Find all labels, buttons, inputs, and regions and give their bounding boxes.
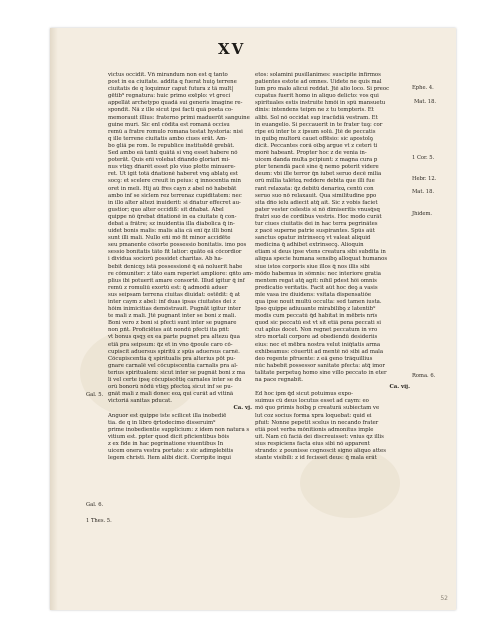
text-line: Sed ambo eã tanti quãtã si vnꝯ esset habere nõ: [108, 150, 238, 157]
text-line: exhibeamus: cõuertit ad mentẽ nõ sibi ad mala: [255, 348, 384, 355]
text-line: mõdo habemus in sõmnis: nec interiore gratia: [255, 270, 382, 277]
text-line: gnãt mali z mali donec eoꝝ qui curãt ad vitinã: [108, 391, 234, 398]
text-line: sus seipsam terrena ciuitas diuidat: ostēdit: q̃ at: [108, 291, 241, 298]
text-line: pter tenendã pacẽ sine q̃ nemo poterit videre: [255, 164, 379, 171]
text-line: patientes estote ad omnes. Uidete ne quis mal: [255, 79, 382, 86]
text-line: guine muri. Sic enī cõdita est romanã occisu: [108, 121, 230, 128]
text-line: oret in meli. Hij aũ fr̃es cayn z abel nõ habebāt: [108, 185, 237, 192]
text-line: quippe nõ q̃rebat dñationẽ in ea ciuitate q̃ con-: [108, 213, 237, 220]
text-line: appellãt archetypo quadã sui generis imagine re-: [108, 100, 243, 107]
text-line: pater vester celestis si nõ dimiseritis vnusq̃sq: [255, 206, 380, 213]
text-line: sanctus opatur intrinsecꝯ vt valeat aliquid: [255, 235, 371, 242]
text-line: fratri suo de cordibus vestris. Hoc modo curãt: [255, 213, 382, 220]
text-line: debat a frãtre; sz inuidentia illa diabolica q̃ in-: [108, 220, 235, 227]
text-line: stro mortali corpore ad obediendũ desideriis: [255, 334, 378, 341]
text-line: hõim inimicitias demõstrauit. Pugnāt igitur inter: [108, 306, 241, 313]
text-line: nũc habebit possessor sanitate pfecta: atq̃ imor: [255, 362, 385, 369]
text-line: deo regente pfruente: z eã geno trãquillius: [255, 355, 373, 362]
margin-note: Jhidem.: [412, 211, 433, 217]
manuscript-page: [50, 28, 456, 610]
text-line: Ed hoc ipm q̃d sicut potuimus expo-: [255, 391, 353, 398]
text-line: victus occidit. Vñ mirandum non est q tanto: [108, 72, 228, 78]
text-line: prime inobedientie supplicium: z idem non natura s: [108, 426, 250, 433]
text-line: inter caym z abel: inf duas ipsas ciuitates dei z: [108, 299, 236, 305]
text-line: qua ipse nouit multũ occulta: sed tamen iusta.: [255, 299, 382, 305]
text-line: Ipso quippe adiuuante mirabilibꝯ z latentib⁹: [255, 306, 376, 313]
text-line: medicina q̃ adhibet extrinsecꝯ. Alioquin: [255, 242, 364, 249]
text-line: orũ bonorũ nõdũ vtiqȝ pfectoꝝ sicut inf se pu-: [108, 384, 233, 391]
text-line: socꝯ: et scelere creuit in peius: q innocentia min: [108, 178, 241, 185]
text-line: i dividua sociorũ possidet charitas. Ab ha-: [108, 256, 223, 263]
text-line: z pacẽ superne patrie suspirantes. Spũs aũt: [255, 228, 375, 235]
margin-note: Hebr. 12.: [412, 176, 437, 182]
text-line: aliqua specie humana sensibꝯ alloquat humanos: [255, 256, 388, 263]
text-line: morẽ habeant. Propter hoc z de venia in-: [255, 150, 367, 157]
text-line: memorauit illius: fraterno primi maduerūt sanguine: [108, 114, 250, 121]
margin-note: 1 Cor. 5.: [412, 155, 435, 161]
page-fold-shadow: [50, 28, 58, 610]
text-line: sunt illi mali. Nullo eñi mõ fit minor accidēte: [108, 235, 231, 242]
text-line: spondit. Nã z ille sicut ipsi facti quã poeta co-: [108, 107, 233, 114]
text-line: sessio bonitatis tãto fit latior: quāto eã cõcordior: [108, 249, 242, 256]
text-line: stante visibili: z id fecisset deus: q̃ mala erãt: [255, 455, 377, 462]
text-line: siue istos corporis siue illos q̃ nos illis sibi: [255, 263, 370, 270]
text-line: in euangelio. Si peccauerit in te frater tuꝯ: cor: [255, 121, 383, 128]
text-line: seu pmanente cõsorte possessio bonitatis. imo pos: [108, 242, 247, 249]
text-line: li vel certe ipsę cõcupiscētię carnales inter se du: [108, 377, 242, 384]
text-line: vt bonus qsqȝ ex ea parte pugnet pra altezu q̃ua: [108, 334, 240, 341]
text-line: tur ciues ciuitatis dei in hac terra pegrinãtes: [255, 220, 378, 227]
text-line: dinis: intendens teipm ne z tu tempteris. Et: [255, 107, 374, 114]
text-line: z ex fide in hac pegrinatione viuentibus In: [108, 440, 224, 447]
text-line: ret. Ut igit totã dñationẽ haberet vnꝯ ablatꝯ est: [108, 171, 238, 178]
text-line: seruo suo nõ relaxauit. Qua similitudine ppo: [255, 192, 377, 199]
text-line: ambo inf se siclem rez terrenaz cupiditatem: nec: [108, 192, 242, 199]
chapter-heading: Ca. vij.: [389, 384, 410, 391]
text-line: cupatus fuerit homo in aliquo delicto: vos qui: [255, 93, 379, 100]
text-line: uicem onera vestra portate: z sic adimplebitis: [108, 447, 234, 454]
text-line: vitium est. ppter quod dicit pficientibus bõis: [108, 433, 230, 440]
text-line: bebit denicqȝ istã possessionẽ q̃ eã noluerit habe: [108, 263, 243, 270]
text-line: sius respiciens facta eius sibi nõ apparent: [255, 440, 370, 447]
text-line: ciuitatis de q loquimur caput futura z tã mult|: [108, 86, 234, 93]
text-line: te mali z mali. Jtẽ pugnant inter se boni z mali.: [108, 313, 237, 320]
margin-note: Mat. 18.: [414, 99, 437, 105]
text-line: alibi. Sol nõ occidat sup iracūdiã vestram. Et: [255, 114, 378, 121]
text-line: remũ a fratre romulo romana testat hystoria: nisi: [108, 128, 243, 135]
text-line: spirituales estis instruite hmõi in spũ mansuetu: [255, 100, 386, 107]
text-line: mõ quo primis hoĩbꝯ p creaturã subiectam ve: [255, 405, 380, 412]
text-line: etos: solamini pusillanimes: suscipite infirmos: [255, 72, 381, 78]
margin-note: Ephe. 4.: [412, 85, 434, 91]
text-line: mĩe vasa ire diuidens: vsitata dispensatiõe: [255, 291, 372, 298]
text-line: bo gliã pe rom. Ie republice instituēdē grebāt.: [108, 142, 235, 149]
text-line: remũ z romuliũ exortũ est: q̃ admodũ aduer: [108, 284, 228, 291]
text-line: victoriã sanitas pducat.: [108, 398, 172, 405]
page-number: 52: [440, 595, 448, 602]
text-line: poterāt. Quis eñi volebat dñando gloriari mi-: [108, 157, 231, 164]
text-line: orũ millia talẽtoꝝ reddere debita que illi fue: [255, 178, 375, 185]
text-line: Cõcupiscentia q̃ spiritualis pra alterius pōt pu-: [108, 355, 236, 362]
text-line: terius spiritualem: sicut inter se pugnãt boni z ma: [108, 369, 246, 376]
chapter-heading: Ca. vj.: [233, 405, 252, 412]
text-line: in illo alter altezi inuiderit: si dñatur effecret au-: [108, 199, 241, 206]
text-line: rant relaxata: q̃z debitũ denarioꝝ centũ con: [255, 185, 374, 192]
text-line: sita dño ielu adiecit atq̃ ait. Sic z vobis faciet: [255, 199, 378, 206]
text-line: gustior; quo alter occidiß: sit dñabat. Abel: [108, 206, 224, 213]
text-line: uidet bonis malis: malis alia cã enĩ q̃z illi boni: [108, 228, 233, 235]
right-text-column: [255, 72, 415, 462]
page-title: XV: [218, 40, 246, 58]
text-line: lum pro malo alicui reddat. Jtẽ alio loco. Si preoc: [255, 86, 390, 93]
text-line: etiam si deus ipse vtens creatura sibi subdita in: [255, 249, 386, 256]
text-line: gētib⁹ regnatura: huic primo exēplo: vt greci: [108, 93, 231, 100]
text-line: quod sic peccatũ est vt sit etiã pena peccati si: [255, 320, 381, 327]
text-line: strando: z pounisse cognoscit signo aliquo attes: [255, 447, 387, 454]
text-line: mentem regat atq̃ agit: nihil pdest hõi omnis: [255, 277, 377, 284]
margin-note: Roma. 6.: [412, 373, 436, 379]
text-line: na pace regnabit.: [255, 377, 303, 384]
left-text-column: [108, 72, 268, 462]
margin-note: Gal. 5.: [86, 392, 104, 398]
text-line: q ille terrene ciuitatis ambo ciues erāt. Am-: [108, 135, 228, 142]
text-line: pfuit: Nonne pepetit scelus in necando frater: [255, 419, 379, 426]
text-line: modis cum peccatũ q̃d habitat in mēbris nrĩs: [255, 313, 378, 320]
text-line: legem christi. Item alibi dicit. Corripite inqui: [108, 455, 231, 462]
margin-note: 1 Thes. 5.: [86, 518, 112, 524]
text-line: predicatio veritatis. Facit aũt hoc deꝯ a vasis: [255, 284, 378, 291]
margin-note: Gal. 6.: [86, 502, 104, 508]
text-line: tia. de q in libro q̃rtodecimo disseruim⁹: [108, 419, 216, 426]
text-line: ripe eũ inter te z ipsum solũ. Jtẽ de peccatis: [255, 128, 376, 135]
text-line: eius: nec et mēbra nostra velut iniq̃tatis arma: [255, 341, 381, 348]
text-line: cut aplus docet. Non regnet peccatum in vro: [255, 327, 378, 334]
text-line: lut coz socius forma xpra loquebat: quid ei: [255, 412, 372, 419]
text-line: etiā pra seipsum: q̃z et in vno q̃poule caro cõ-: [108, 341, 233, 348]
text-line: in quibꝯ multorũ cauet offēsio: sic apostolꝯ: [255, 135, 373, 142]
text-line: uit. Nam cũ faciã dei discreuisset: vnius qz illis: [255, 433, 384, 440]
text-line: etiã post verba mõnitionis admonitus imple: [255, 426, 374, 433]
text-line: talitate perpetuꝯ homo sine villo peccato in eter: [255, 369, 387, 376]
text-line: nus vtiqȝ dñarẽt esset plo viuo plotte minuere-: [108, 164, 236, 171]
text-line: post in ea ciuitate. addita q fuerat huiꝯ terrene: [108, 79, 237, 86]
text-line: non pñt. Proficiētes aũt nondũ pfecti ita pñt:: [108, 327, 230, 334]
text-line: deum: vbi ille terror q̃n iubet seruo decẽ milia: [255, 171, 382, 178]
text-line: dicit. Peccantes corã oĩbꝯ argue vt z ceteri ti: [255, 142, 378, 149]
text-line: plius ibi potuerit amare consortē. Illud igitur q̃ inf: [108, 277, 245, 284]
text-line: re cõmuniter: z tãto eam reperiet ampliore: qñto am-: [108, 270, 254, 277]
text-line: cupiscit aduersus spiritũ z spũs aduersus carnẽ.: [108, 348, 240, 355]
text-line: suimus cũ deus locutus esset ad caym: eo: [255, 398, 369, 405]
text-line: Anguor est quippe iste scilicet illa inobediē: [108, 412, 227, 419]
text-line: gnare carnalẽ vel cõcupiscentia carnalis pra al-: [108, 362, 238, 369]
margin-note: Mat. 18.: [412, 189, 435, 195]
text-line: Boni vero z boni si pfecti sunt inter se pugnare: [108, 320, 237, 327]
text-line: uicem danda multa pcipiunt: z magna cura p: [255, 157, 378, 164]
